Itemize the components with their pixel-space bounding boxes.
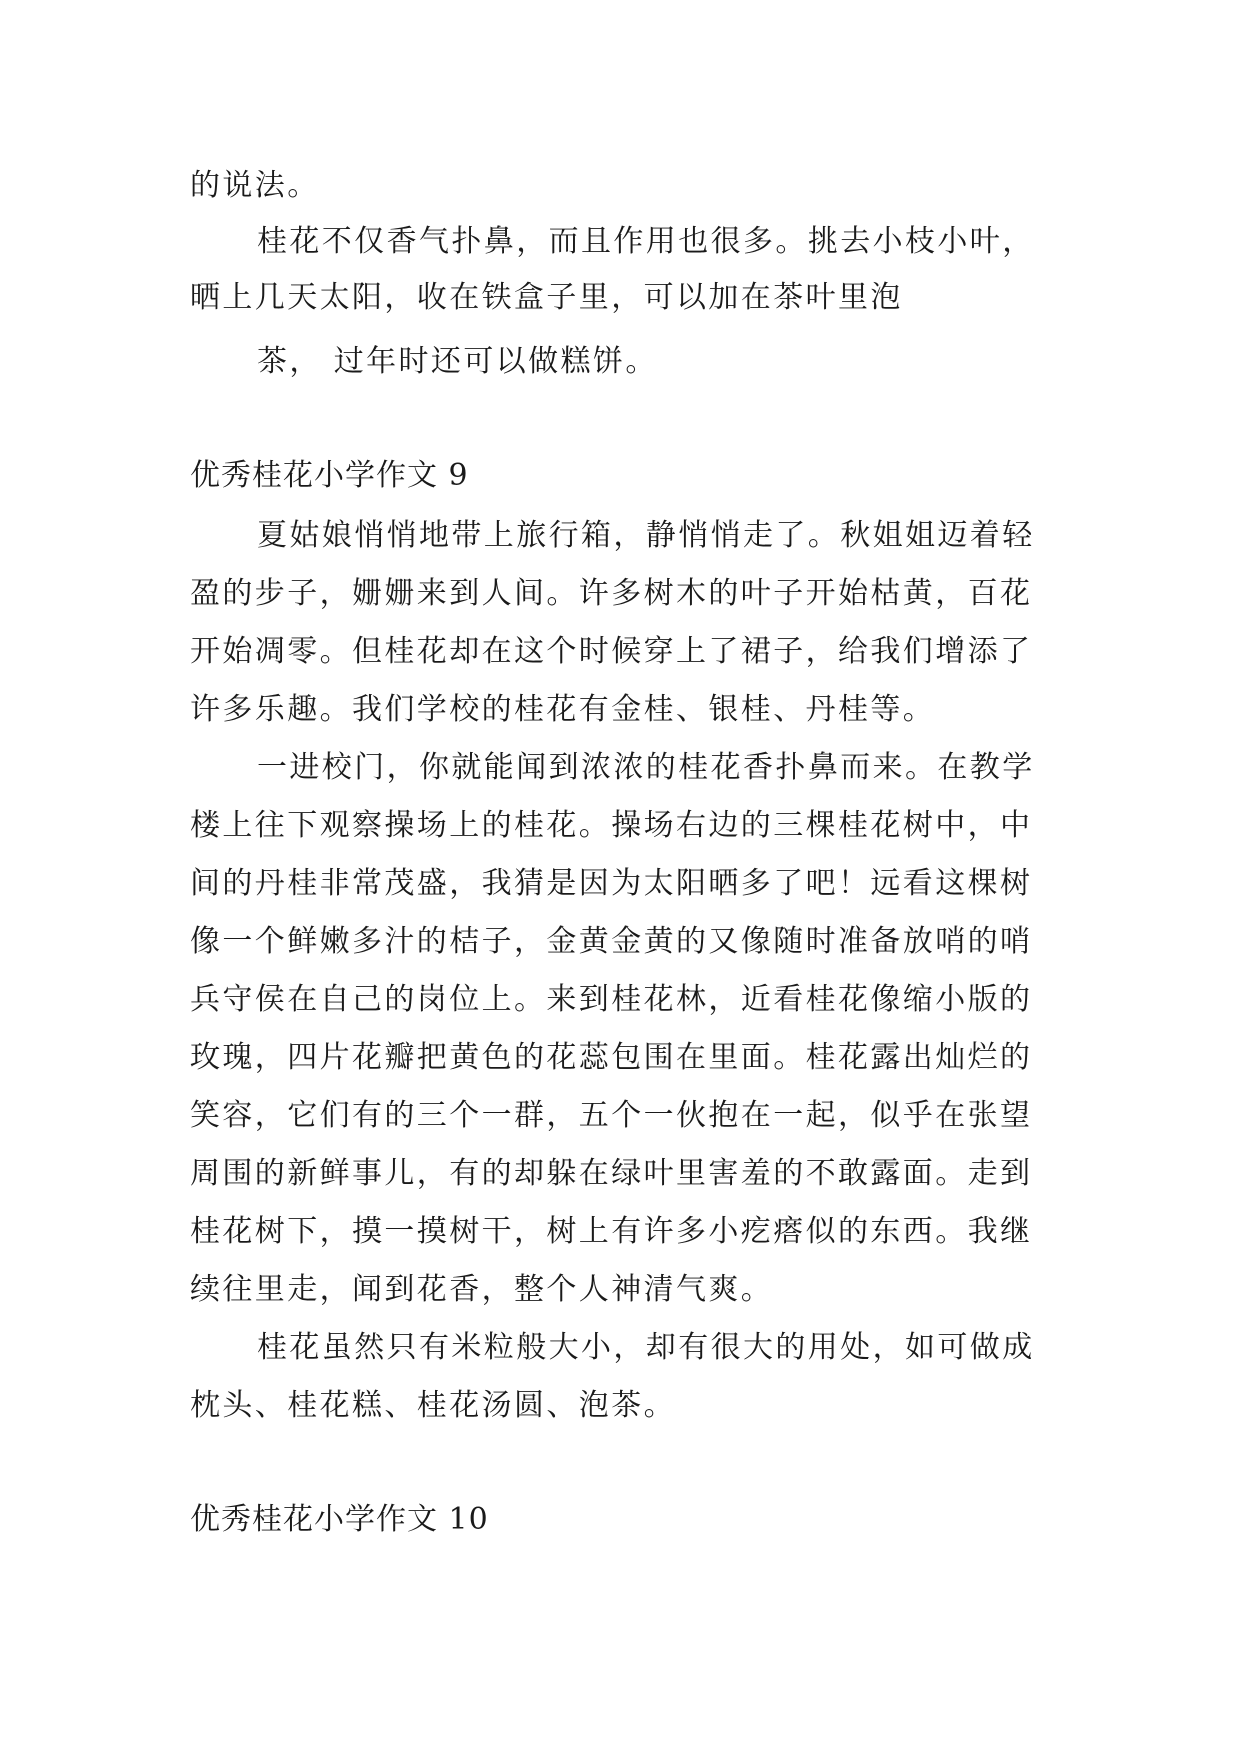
paragraph-line: 夏姑娘悄悄地带上旅行箱，静悄悄走了。秋姐姐迈着轻 (257, 518, 1035, 553)
paragraph-line: 晒上几天太阳，收在铁盒子里，可以加在茶叶里泡 (190, 280, 903, 315)
paragraph-line: 楼上往下观察操场上的桂花。操场右边的三棵桂花树中，中 (190, 808, 1033, 843)
paragraph-line: 一进校门，你就能闻到浓浓的桂花香扑鼻而来。在教学 (257, 750, 1035, 785)
paragraph-line: 枕头、桂花糕、桂花汤圆、泡茶。 (190, 1388, 676, 1423)
paragraph-line: 桂花不仅香气扑鼻，而且作用也很多。挑去小枝小叶， (257, 224, 1035, 259)
paragraph-line: 盈的步子，姗姗来到人间。许多树木的叶子开始枯黄，百花 (190, 576, 1033, 611)
paragraph-line: 兵守侯在自己的岗位上。来到桂花林，近看桂花像缩小版的 (190, 982, 1033, 1017)
paragraph-line: 间的丹桂非常茂盛，我猜是因为太阳晒多了吧！远看这棵树 (190, 866, 1033, 901)
essay-9-title: 优秀桂花小学作文 9 (190, 458, 469, 493)
paragraph-line: 许多乐趣。我们学校的桂花有金桂、银桂、丹桂等。 (190, 692, 936, 727)
paragraph-line: 续往里走，闻到花香，整个人神清气爽。 (190, 1272, 774, 1307)
paragraph-line: 桂花虽然只有米粒般大小，却有很大的用处，如可做成 (257, 1330, 1035, 1365)
paragraph-line: 茶， 过年时还可以做糕饼。 (257, 344, 658, 379)
paragraph-line: 玫瑰，四片花瓣把黄色的花蕊包围在里面。桂花露出灿烂的 (190, 1040, 1033, 1075)
paragraph-line: 笑容，它们有的三个一群，五个一伙抱在一起，似乎在张望 (190, 1098, 1033, 1133)
paragraph-line: 像一个鲜嫩多汁的桔子，金黄金黄的又像随时准备放哨的哨 (190, 924, 1033, 959)
paragraph-line: 开始凋零。但桂花却在这个时候穿上了裙子，给我们增添了 (190, 634, 1033, 669)
essay-10-title: 优秀桂花小学作文 10 (190, 1502, 489, 1537)
paragraph-line: 桂花树下，摸一摸树干，树上有许多小疙瘩似的东西。我继 (190, 1214, 1033, 1249)
paragraph-line: 周围的新鲜事儿，有的却躲在绿叶里害羞的不敢露面。走到 (190, 1156, 1033, 1191)
paragraph-line: 的说法。 (190, 168, 320, 203)
